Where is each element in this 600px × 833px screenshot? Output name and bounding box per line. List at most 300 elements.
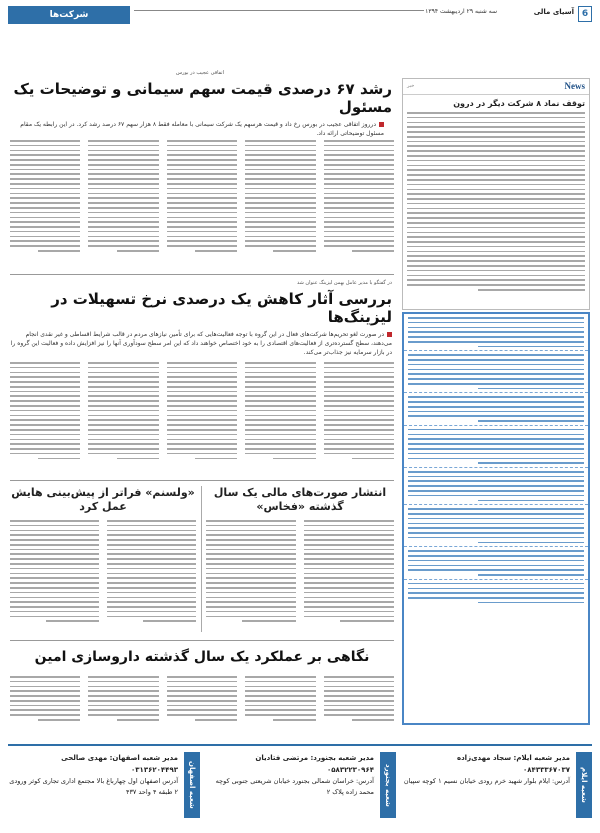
text-column xyxy=(10,520,99,632)
text-line xyxy=(88,443,158,445)
text-line xyxy=(304,573,394,575)
text-line xyxy=(143,620,196,622)
text-line xyxy=(107,601,196,603)
text-line xyxy=(88,453,158,455)
text-line xyxy=(88,376,158,378)
text-line xyxy=(245,695,315,697)
text-line xyxy=(10,705,80,707)
text-line xyxy=(304,601,394,603)
text-line xyxy=(478,602,584,604)
text-line xyxy=(10,169,80,171)
text-line xyxy=(107,606,196,608)
text-line xyxy=(167,236,237,238)
text-line xyxy=(245,245,315,247)
bullet-square-icon xyxy=(387,332,392,337)
text-line xyxy=(167,376,237,378)
text-line xyxy=(408,476,584,478)
text-line xyxy=(107,530,196,532)
text-line xyxy=(206,549,296,551)
text-line xyxy=(245,443,315,445)
branch-bojnourd-address: آدرس: خراسان شمالی بجنورد خیابان شریعتی جنوبی کوچه محمد زاده پلاک ۲ xyxy=(215,777,374,796)
text-line xyxy=(167,164,237,166)
text-line xyxy=(245,714,315,716)
text-line xyxy=(478,500,584,502)
story-2-lead-text: در صورت لغو تحریم‌ها شرکت‌های فعال در این گروه با توجه فعالیت‌هایی که برای تأمین نیازهای مردم در قالب شرایط اقساطی و غیر نقدی انجام می‌دهند، سطح گسترده‌تری از فعالیت‌های اقتصادی را به خود اختصاص خواهند داد که این امر سطح سودآوری آنها را نیز افزایش داده و فعالیت این گروه را در بازار سرمایه نیز جذاب‌تر می‌کند. xyxy=(10,331,392,356)
story-1-lead-text: درروز اتفاقی عجیب در بورس رخ داد و قیمت هرسهم یک شرکت سیمانی با معامله فقط ۸ هزار سهم ۶۷ درصد رشد کرد. در این رابطه یک مقام مسئول توضیحاتی ارائه داد. xyxy=(20,121,384,137)
text-line xyxy=(107,577,196,579)
text-line xyxy=(245,415,315,417)
text-line xyxy=(245,231,315,233)
text-line xyxy=(167,183,237,185)
text-line xyxy=(408,527,584,529)
story-2-body xyxy=(10,362,394,472)
text-line xyxy=(408,555,584,557)
text-line xyxy=(88,439,158,441)
text-line xyxy=(407,241,585,243)
text-line xyxy=(324,207,394,209)
branch-ilam-tag: شعبه ایلام xyxy=(576,752,592,818)
text-line xyxy=(167,714,237,716)
text-line xyxy=(324,202,394,204)
text-line xyxy=(107,573,196,575)
ad-item xyxy=(404,393,588,426)
text-line xyxy=(408,597,584,599)
text-line xyxy=(407,275,585,277)
text-line xyxy=(245,419,315,421)
text-line xyxy=(88,391,158,393)
text-line xyxy=(10,553,99,555)
text-column xyxy=(88,676,158,732)
text-column xyxy=(167,362,237,472)
text-column xyxy=(245,676,315,732)
text-line xyxy=(408,364,584,366)
text-line xyxy=(408,336,584,338)
text-line xyxy=(324,183,394,185)
text-line xyxy=(245,154,315,156)
text-line xyxy=(88,240,158,242)
story-1-title: رشد ۶۷ درصدی قیمت سهم سیمانی و توضیحات یک مسئول xyxy=(13,80,392,116)
text-line xyxy=(88,448,158,450)
text-line xyxy=(10,217,80,219)
text-line xyxy=(408,537,584,539)
text-line xyxy=(407,208,585,210)
text-line xyxy=(88,245,158,247)
text-line xyxy=(407,179,585,181)
text-line xyxy=(206,573,296,575)
text-line xyxy=(206,520,296,522)
text-line xyxy=(245,439,315,441)
text-line xyxy=(408,443,584,445)
text-line xyxy=(407,126,585,128)
text-column xyxy=(304,520,394,632)
text-line xyxy=(245,690,315,692)
story-1 xyxy=(8,70,392,138)
text-line xyxy=(167,700,237,702)
story-2-lead xyxy=(8,330,392,357)
text-line xyxy=(206,544,296,546)
text-line xyxy=(10,434,80,436)
text-line xyxy=(88,415,158,417)
text-line xyxy=(10,183,80,185)
news-box-title: News xyxy=(564,81,585,91)
text-line xyxy=(10,587,99,589)
text-line xyxy=(245,217,315,219)
text-line xyxy=(107,525,196,527)
text-line xyxy=(107,616,196,618)
text-line xyxy=(324,709,394,711)
text-line xyxy=(324,145,394,147)
text-line xyxy=(10,173,80,175)
text-column xyxy=(206,520,296,632)
text-line xyxy=(206,530,296,532)
text-line xyxy=(408,438,584,440)
text-line xyxy=(245,400,315,402)
text-line xyxy=(245,178,315,180)
text-line xyxy=(206,606,296,608)
text-line xyxy=(407,212,585,214)
text-line xyxy=(195,250,237,252)
text-line xyxy=(88,367,158,369)
text-line xyxy=(273,458,315,460)
text-line xyxy=(10,530,99,532)
text-line xyxy=(245,386,315,388)
text-line xyxy=(324,173,394,175)
text-line xyxy=(167,178,237,180)
text-line xyxy=(304,520,394,522)
divider xyxy=(10,640,394,641)
text-line xyxy=(88,410,158,412)
ad-item xyxy=(404,426,588,468)
text-line xyxy=(117,458,159,460)
text-line xyxy=(304,525,394,527)
ad-item xyxy=(404,505,588,547)
text-line xyxy=(107,549,196,551)
text-line xyxy=(167,415,237,417)
text-line xyxy=(407,232,585,234)
text-column xyxy=(107,520,196,632)
text-line xyxy=(245,429,315,431)
text-column xyxy=(167,676,237,732)
text-line xyxy=(304,582,394,584)
text-line xyxy=(88,145,158,147)
text-line xyxy=(304,592,394,594)
text-line xyxy=(352,719,394,721)
text-line xyxy=(408,378,584,380)
story-3-title: انتشار صورت‌های مالی یک سال گذشته «فخاس» xyxy=(213,486,387,513)
text-line xyxy=(408,411,584,413)
text-line xyxy=(408,373,584,375)
text-line xyxy=(245,405,315,407)
text-line xyxy=(167,367,237,369)
text-line xyxy=(407,279,585,281)
text-line xyxy=(206,553,296,555)
text-column xyxy=(245,140,315,268)
text-line xyxy=(10,376,80,378)
text-line xyxy=(324,217,394,219)
text-line xyxy=(10,714,80,716)
text-line xyxy=(107,597,196,599)
text-line xyxy=(408,429,584,431)
text-line xyxy=(167,686,237,688)
text-line xyxy=(10,245,80,247)
text-line xyxy=(88,140,158,142)
text-line xyxy=(324,154,394,156)
text-line xyxy=(408,369,584,371)
text-line xyxy=(10,405,80,407)
text-line xyxy=(10,520,99,522)
text-line xyxy=(245,236,315,238)
text-line xyxy=(88,362,158,364)
text-line xyxy=(245,159,315,161)
text-line xyxy=(245,145,315,147)
text-line xyxy=(245,376,315,378)
text-line xyxy=(38,458,80,460)
branch-bojnourd-phone: ۰۵۸۳۲۲۳۰۹۶۴ xyxy=(327,766,374,774)
text-line xyxy=(324,150,394,152)
text-line xyxy=(206,616,296,618)
text-line xyxy=(10,400,80,402)
text-line xyxy=(408,518,584,520)
text-line xyxy=(107,582,196,584)
text-line xyxy=(167,695,237,697)
text-line xyxy=(324,395,394,397)
story-5-body xyxy=(10,676,394,732)
text-line xyxy=(107,563,196,565)
text-line xyxy=(324,164,394,166)
text-line xyxy=(10,539,99,541)
text-line xyxy=(245,381,315,383)
text-line xyxy=(10,221,80,223)
text-line xyxy=(88,429,158,431)
text-column xyxy=(167,140,237,268)
text-line xyxy=(408,565,584,567)
text-line xyxy=(167,212,237,214)
story-1-body xyxy=(10,140,394,268)
text-line xyxy=(10,582,99,584)
text-line xyxy=(10,700,80,702)
branch-bojnourd xyxy=(206,752,396,818)
text-line xyxy=(195,719,237,721)
text-line xyxy=(88,173,158,175)
text-line xyxy=(107,587,196,589)
text-line xyxy=(167,145,237,147)
text-line xyxy=(10,207,80,209)
text-line xyxy=(324,221,394,223)
text-line xyxy=(324,231,394,233)
text-line xyxy=(10,686,80,688)
text-line xyxy=(10,362,80,364)
text-line xyxy=(167,226,237,228)
text-line xyxy=(10,448,80,450)
text-line xyxy=(10,601,99,603)
text-line xyxy=(304,611,394,613)
classified-ads xyxy=(402,312,590,725)
text-line xyxy=(324,690,394,692)
text-line xyxy=(407,136,585,138)
text-line xyxy=(324,714,394,716)
text-line xyxy=(324,705,394,707)
text-line xyxy=(10,424,80,426)
text-line xyxy=(88,150,158,152)
text-line xyxy=(245,453,315,455)
text-line xyxy=(407,246,585,248)
text-line xyxy=(167,245,237,247)
text-column xyxy=(324,676,394,732)
text-line xyxy=(88,188,158,190)
text-line xyxy=(407,193,585,195)
text-line xyxy=(245,169,315,171)
text-line xyxy=(167,362,237,364)
text-line xyxy=(167,173,237,175)
text-line xyxy=(478,388,584,390)
text-line xyxy=(10,690,80,692)
issue-date: سه شنبه ۲۹ اردیبهشت ۱۳۹۴ xyxy=(425,8,497,15)
text-line xyxy=(88,164,158,166)
text-line xyxy=(10,154,80,156)
text-line xyxy=(407,169,585,171)
text-line xyxy=(324,686,394,688)
text-line xyxy=(408,592,584,594)
text-line xyxy=(352,458,394,460)
ad-item xyxy=(404,547,588,580)
branch-isfahan-phone: ۰۳۱۳۶۲۰۴۴۹۳ xyxy=(131,766,178,774)
branches-footer xyxy=(8,744,592,822)
story-2 xyxy=(8,280,392,357)
text-line xyxy=(88,197,158,199)
text-line xyxy=(88,212,158,214)
text-line xyxy=(10,386,80,388)
text-line xyxy=(273,250,315,252)
text-column xyxy=(88,362,158,472)
text-line xyxy=(10,410,80,412)
text-line xyxy=(478,574,584,576)
text-line xyxy=(408,341,584,343)
branch-isfahan-tag: شعبه اصفهان xyxy=(184,752,200,818)
text-line xyxy=(408,508,584,510)
text-line xyxy=(117,250,159,252)
text-line xyxy=(206,601,296,603)
text-column xyxy=(10,676,80,732)
text-line xyxy=(167,681,237,683)
text-line xyxy=(10,226,80,228)
text-line xyxy=(10,544,99,546)
text-line xyxy=(88,207,158,209)
text-line xyxy=(10,236,80,238)
text-line xyxy=(88,676,158,678)
text-line xyxy=(408,532,584,534)
text-line xyxy=(10,611,99,613)
divider xyxy=(10,274,394,275)
text-line xyxy=(10,568,99,570)
text-line xyxy=(245,193,315,195)
text-line xyxy=(167,140,237,142)
text-line xyxy=(206,577,296,579)
text-line xyxy=(46,620,99,622)
text-line xyxy=(10,676,80,678)
text-line xyxy=(245,676,315,678)
text-column xyxy=(245,362,315,472)
text-line xyxy=(408,331,584,333)
text-line xyxy=(206,539,296,541)
story-3-body xyxy=(206,520,394,632)
text-line xyxy=(324,159,394,161)
story-3 xyxy=(206,486,394,514)
text-line xyxy=(88,419,158,421)
story-2-title: بررسی آثار کاهش یک درصدی نرخ تسهیلات در لیزینگ‌ها xyxy=(51,290,392,326)
text-line xyxy=(407,270,585,272)
text-line xyxy=(245,188,315,190)
text-line xyxy=(167,202,237,204)
text-line xyxy=(408,513,584,515)
text-line xyxy=(324,453,394,455)
text-line xyxy=(273,719,315,721)
text-line xyxy=(245,150,315,152)
news-box-header xyxy=(403,79,589,95)
story-5-title: نگاهی بر عملکرد یک سال گذشته داروسازی امین xyxy=(34,649,370,665)
text-line xyxy=(88,400,158,402)
text-line xyxy=(408,415,584,417)
text-line xyxy=(107,611,196,613)
news-headline: توقف نماد ۸ شرکت دیگر در درون xyxy=(453,99,585,108)
ad-item xyxy=(404,468,588,505)
text-line xyxy=(408,434,584,436)
branch-bojnourd-manager: مدیر شعبه بجنورد: مرتضی فتادیان xyxy=(255,754,374,762)
story-5 xyxy=(10,648,394,666)
text-line xyxy=(88,226,158,228)
text-column xyxy=(88,140,158,268)
text-line xyxy=(324,415,394,417)
text-line xyxy=(88,424,158,426)
text-line xyxy=(88,231,158,233)
text-line xyxy=(206,592,296,594)
text-line xyxy=(408,471,584,473)
text-line xyxy=(408,322,584,324)
branch-ilam-phone: ۰۸۴۳۳۳۶۷۰۳۷ xyxy=(523,766,570,774)
text-line xyxy=(408,401,584,403)
text-line xyxy=(245,709,315,711)
text-line xyxy=(167,709,237,711)
text-line xyxy=(10,695,80,697)
text-line xyxy=(324,188,394,190)
text-line xyxy=(478,420,584,422)
story-4 xyxy=(10,486,196,514)
text-line xyxy=(10,563,99,565)
text-line xyxy=(324,681,394,683)
text-line xyxy=(324,391,394,393)
text-line xyxy=(408,583,584,585)
text-line xyxy=(10,202,80,204)
text-line xyxy=(304,587,394,589)
text-line xyxy=(10,415,80,417)
text-line xyxy=(408,485,584,487)
text-line xyxy=(10,212,80,214)
text-line xyxy=(304,553,394,555)
text-line xyxy=(167,207,237,209)
text-line xyxy=(324,405,394,407)
header-rule xyxy=(134,10,424,21)
text-line xyxy=(478,346,584,348)
text-line xyxy=(107,544,196,546)
text-line xyxy=(407,260,585,262)
text-line xyxy=(167,381,237,383)
text-line xyxy=(10,145,80,147)
text-line xyxy=(88,372,158,374)
text-line xyxy=(10,525,99,527)
text-line xyxy=(38,719,80,721)
text-column xyxy=(10,140,80,268)
text-line xyxy=(206,611,296,613)
text-line xyxy=(304,549,394,551)
